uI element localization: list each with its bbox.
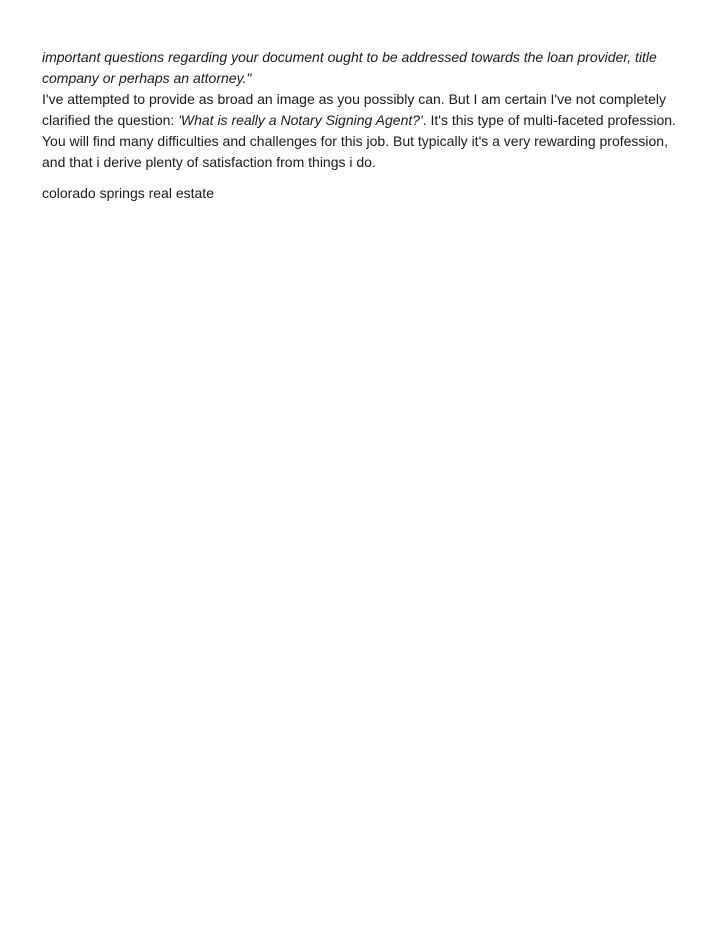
paragraph-summary-tail: . It's this type of multi-faceted profession. [422,112,676,128]
footer-link-text: colorado springs real estate [42,185,214,201]
paragraph-conclusion: You will find many difficulties and challenges for this job. But typically it's a very rewarding profession, and that i derive plenty of satisfaction from things i do. [42,133,668,170]
document-page [42,47,692,204]
paragraph-summary-text: I've attempted to provide as broad an image as you possibly can. But I am certain I've not completely clarified the question: [42,91,667,128]
paragraph-quote-end: important questions regarding your document ought to be addressed towards the loan provider, title company or perhaps an attorney." [42,49,657,86]
paragraph-summary [42,89,692,131]
question-emphasis: 'What is really a Notary Signing Agent?' [178,112,423,128]
